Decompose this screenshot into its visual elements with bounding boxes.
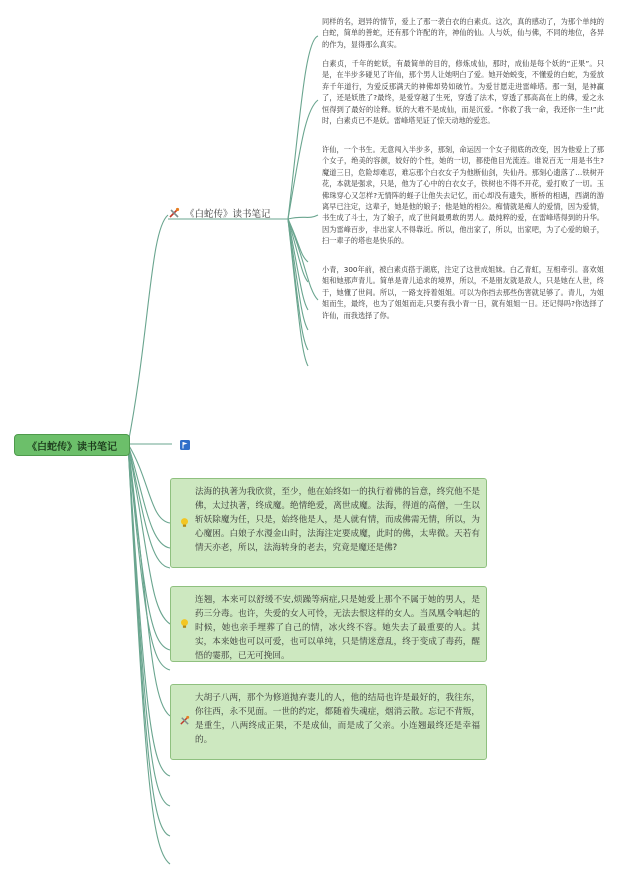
card-fa-hai-text: 法海的执著为我欣赏，至少，他在始终如一的执行着佛的旨意，终究他不是佛，太过执著，终成魔。绝情绝爱，离世成魔。法海，得道的高僧，一生以斩妖除魔为任，只是，始终他是人，是人就有情，而成佛需无情，所以，为心魔困。白娘子水漫金山时，法海注定要成魔，此时的佛，太卑微。天若有情天亦老，所以，法海转身的老去，究竟是魔还是佛? (195, 487, 480, 553)
note-intro: 同样的名，迥异的情节，爱上了那一袭白衣的白素贞。这次，真的感动了，为那个单纯的白蛇，简单的善蛇，还有那个许配的许，神仙的仙。人与妖，仙与佛，不同的地位，各异的作为，显得那么真实。 (322, 17, 604, 49)
card-fa-hai[interactable] (170, 478, 487, 568)
connector-root-card-3 (128, 444, 170, 716)
lightbulb-icon (179, 618, 190, 629)
connector-branch1-extra (288, 219, 308, 310)
root-topic-label: 《白蛇传》读书笔记 (27, 441, 117, 453)
connector-branch1-note-3 (288, 215, 318, 219)
topic-reading-notes[interactable] (168, 204, 288, 222)
topic-reading-notes-label: 《白蛇传》读书笔记 (185, 209, 271, 220)
card-lian-qiao-text: 连翘，本来可以舒缓不安,烦躁等病症,只是她爱上那个不属于她的男人，是药三分毒。也许，失爱的女人可怜，无法去恨这样的女人。当凤凰令响起的时候，她也亲手埋葬了自己的情，冰火终不容。她失去了最重要的人。其实，本来她也可以可爱，也可以单纯，只是情迷意乱，终于变成了毒药，醒悟的霎那，已无可挽回。 (195, 595, 480, 661)
root-topic[interactable] (14, 434, 130, 456)
topic-flag[interactable] (179, 436, 191, 448)
flag-icon (179, 439, 191, 451)
card-ba-liang[interactable] (170, 684, 487, 760)
card-ba-liang-text: 大胡子八两，那个为修道抛弃妻儿的人，他的结局也许是最好的，我往东，你往西，永不见面。一世的约定，都随着失魂症，烟消云散。忘记不背叛，是重生，八两终成正果，不是成仙，而是成了父亲。小连翘最终还是幸福的。 (195, 693, 480, 745)
connector-root-branch1 (128, 215, 168, 444)
connector-branch1-note-2 (288, 100, 318, 219)
note-xu-xian: 许仙，一个书生。无意闯入半步多，那刻，命运因一个女子彻底的改变，因为他爱上了那个女子，绝美的容颜，姣好的个性，她的一切，都使他目光流连。谁说百无一用是书生?魔道三日，危险却难忍，难忘那个白衣女子为他断仙剑，失仙丹。那刻心遗落了…铁树开花，本就是强求，只是，他为了心中的白衣女子，铁树也不得不开花，爱打败了一切。玉佛珠穿心又怎样?无情阵的蛏子让他失去记忆，而心却没有遗失，断桥的相遇，西湖的游离早已注定，这辈子，她是他的娘子；他是她的相公。痴情就是痴人的爱情，因为爱情，书生成了斗士，为了娘子，成了世间最勇敢的男人。最纯粹的爱，在雷峰塔得到的升华。因为雷峰百步，非出家人不得靠近。所以，他出家了，所以，出家吧，为了心爱的娘子，扫一辈子的塔也是快乐的。 (322, 145, 604, 246)
note-bai-suzhen: 白素贞，千年的蛇妖，有最简单的目的，修炼成仙，那时，成仙是每个妖的“正果”。只是，在半步多碰见了许仙，那个男人让她明白了爱。她开始蜕变，不懂爱的白蛇，为爱放弃千年道行，为爱反那满天的神佛却势如破竹。为爱甘愿走进雷峰塔。那一刻，是神赢了，还是妖胜了?最终，是爱穿越了生死，穿透了法术，穿透了那高高在上的佛，爱之永恒得到了最好的诠释。妖的大难不是成仙，而是沉爱。“你救了我一命，我还你一生!”此时，白素贞已不是妖。雷峰塔见证了惊天动地的爱恋。 (322, 59, 604, 126)
tools-icon (168, 207, 180, 219)
note-xiao-qing: 小青，300年前，被白素贞搭于湖底，注定了这世成姐妹。白乙青虹，互相牵引。喜欢姐姐和她那声青儿。简单是青儿追求的境界，所以，不是朋友就是敌人，只是她在人世，终于，她懂了世间。所以，一路支持着姐姐。可以为你挡去那些伤害就足够了。青儿，为姐姐而生，最终，也为了姐姐而走,只要有我小青一日，就有姐姐一日。还记得吗?你选择了许仙，而我选择了你。 (322, 265, 604, 320)
tools-icon (179, 715, 190, 726)
card-lian-qiao[interactable] (170, 586, 487, 662)
lightbulb-icon (179, 517, 190, 528)
